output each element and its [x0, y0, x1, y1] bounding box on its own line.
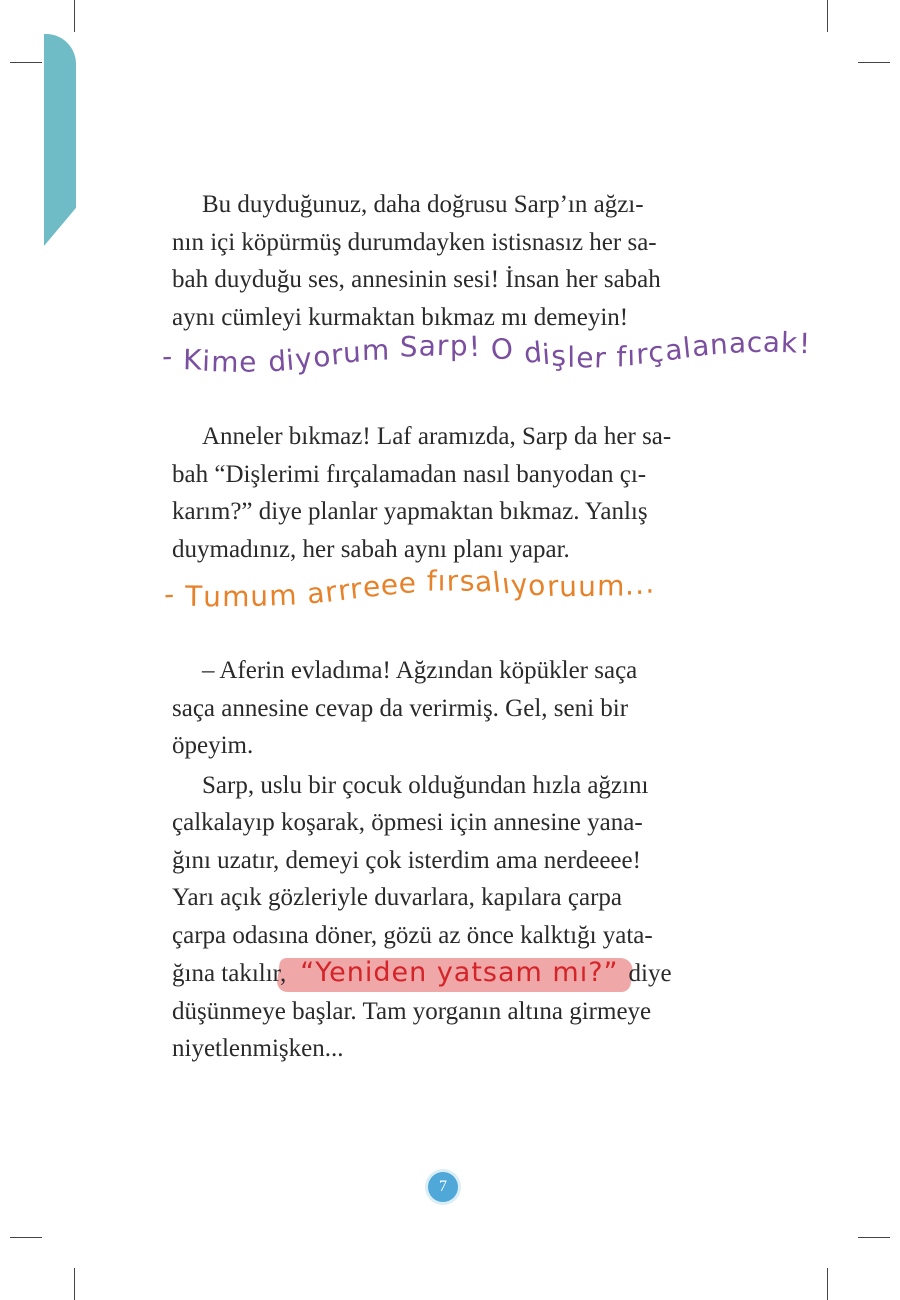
- shout-char: d: [522, 335, 545, 370]
- shout-char: i: [541, 337, 553, 372]
- text-line: Anneler bıkmaz! Laf aramızda, Sarp da her sa-: [202, 423, 672, 450]
- shout-char: e: [398, 566, 418, 600]
- paragraph-4: [172, 767, 720, 1068]
- shout-char: m: [361, 333, 391, 367]
- shout-char: m: [210, 345, 241, 379]
- text-line: ğını uzatır, demeyi çok isterdim ama nerdeeee!: [172, 846, 641, 874]
- crop-mark: [10, 1237, 42, 1238]
- crop-mark: [858, 1237, 890, 1238]
- shout-char: m: [221, 579, 251, 614]
- text-line: bah “Dişlerimi fırçalamadan nasıl banyodan çı-: [172, 460, 647, 488]
- shout-char: [173, 342, 183, 375]
- crop-mark: [74, 1268, 75, 1300]
- shout-char: o: [527, 568, 549, 603]
- shout-char: a: [663, 332, 685, 368]
- shout-char: a: [305, 575, 328, 611]
- text-line: Bu duyduğunuz, daha doğrusu Sarp’ın ağzı-: [202, 191, 644, 218]
- text-line: nın içi köpürmüş durumdayken istisnasız her sa-: [172, 228, 657, 256]
- shout-char: e: [361, 569, 383, 604]
- text-line: niyetlenmişken...: [172, 1035, 344, 1062]
- shout-char: ı: [627, 339, 637, 373]
- shout-char: f: [616, 340, 628, 374]
- shout-char: [175, 579, 186, 612]
- shout-char: r: [545, 569, 561, 603]
- text-line: öpeyim.: [172, 732, 254, 759]
- page-number-badge: 7: [428, 1172, 458, 1202]
- chapter-tab: [44, 34, 76, 246]
- shout-char: r: [436, 329, 450, 363]
- crop-mark: [827, 0, 828, 32]
- shout-char: p: [449, 329, 469, 363]
- crop-mark: [827, 1268, 828, 1300]
- shout-char: m: [596, 569, 626, 603]
- text-line: çarpa odasına döner, gözü az önce kalktığı yata-: [172, 921, 653, 949]
- paragraph-1: [172, 186, 720, 336]
- shout-char: u: [558, 569, 579, 604]
- shout-char: u: [250, 579, 270, 613]
- shout-char: !: [467, 329, 482, 364]
- shout-char: r: [446, 564, 460, 598]
- shout-char: .: [624, 568, 636, 602]
- shout-char: f: [426, 564, 439, 598]
- shout-char: l: [567, 340, 576, 374]
- shout-char: a: [473, 564, 495, 599]
- shout-char: r: [335, 573, 353, 608]
- shout-char: ı: [500, 566, 513, 601]
- shout-char: y: [293, 341, 315, 377]
- shout-char: r: [323, 574, 340, 609]
- shout-char: .: [644, 566, 656, 600]
- shout-char: u: [577, 569, 597, 604]
- shout-sarp: [163, 564, 720, 646]
- shout-mother: [161, 325, 812, 414]
- shout-char: a: [690, 328, 712, 364]
- crop-mark: [858, 62, 890, 63]
- shout-char: ş: [550, 339, 568, 373]
- text-fragment: ğına takılır,: [172, 960, 287, 987]
- shout-char: n: [708, 327, 730, 362]
- shout-char: !: [798, 327, 812, 361]
- text-line: saça annesine cevap da verirmiş. Gel, seni bir: [172, 694, 629, 722]
- shout-char: r: [593, 341, 608, 375]
- shout-char: i: [285, 343, 297, 378]
- highlighted-thought: “Yeniden yatsam mı?”: [294, 954, 624, 992]
- shout-char: l: [491, 565, 504, 600]
- page-body: [161, 186, 812, 1068]
- text-line: karım?” diye planlar yapmaktan bıkmaz. Yanlış: [172, 498, 648, 525]
- shout-char: l: [681, 330, 694, 365]
- shout-char: -: [161, 339, 174, 373]
- shout-char: S: [399, 330, 420, 364]
- text-line: duymadınız, her sabah aynı planı yapar.: [172, 535, 570, 563]
- shout-char: ı: [437, 564, 447, 598]
- paragraph-2: [172, 418, 720, 568]
- text-line: Sarp, uslu bir çocuk olduğundan hızla ağzını: [202, 771, 649, 799]
- shout-char: c: [746, 325, 764, 360]
- crop-mark: [74, 0, 75, 32]
- shout-char: e: [239, 345, 259, 379]
- paragraph-3: [172, 652, 720, 765]
- shout-char: r: [348, 571, 365, 606]
- shout-char: i: [202, 344, 212, 378]
- shout-char: y: [509, 567, 531, 603]
- shout-char: o: [311, 339, 333, 375]
- shout-char: a: [762, 325, 782, 360]
- shout-char: ç: [647, 334, 667, 370]
- shout-char: -: [163, 577, 176, 611]
- text-line: Yarı açık gözleriyle duvarlara, kapılara çarpa: [172, 884, 623, 911]
- shout-char: d: [266, 344, 288, 379]
- text-line: aynı cümleyi kurmaktan bıkmaz mı demeyin!: [172, 303, 629, 331]
- shout-char: a: [418, 329, 438, 363]
- text-line: – Aferin evladıma! Ağzından köpükler saça: [202, 657, 638, 684]
- shout-char: T: [185, 579, 204, 613]
- shout-char: e: [575, 341, 595, 375]
- shout-char: r: [635, 337, 650, 371]
- shout-char: m: [268, 578, 299, 613]
- shout-char: K: [182, 343, 203, 377]
- shout-char: k: [780, 325, 800, 360]
- text-line: düşünmeye başlar. Tam yorganın altına girmeye: [172, 997, 652, 1025]
- shout-char: O: [489, 331, 516, 367]
- shout-char: .: [634, 567, 645, 601]
- shout-char: a: [728, 326, 748, 360]
- text-line: çalkalayıp koşarak, öpmesi için annesine yana-: [172, 809, 643, 836]
- text-line: bah duyduğu ses, annesinin sesi! İnsan her sabah: [172, 266, 661, 293]
- text-line-highlight: [172, 954, 720, 993]
- shout-char: r: [329, 337, 345, 372]
- shout-char: u: [342, 335, 363, 370]
- shout-char: s: [458, 564, 476, 599]
- shout-char: u: [203, 580, 223, 614]
- text-fragment: diye: [628, 960, 672, 987]
- shout-char: e: [380, 568, 400, 602]
- crop-mark: [10, 62, 42, 63]
